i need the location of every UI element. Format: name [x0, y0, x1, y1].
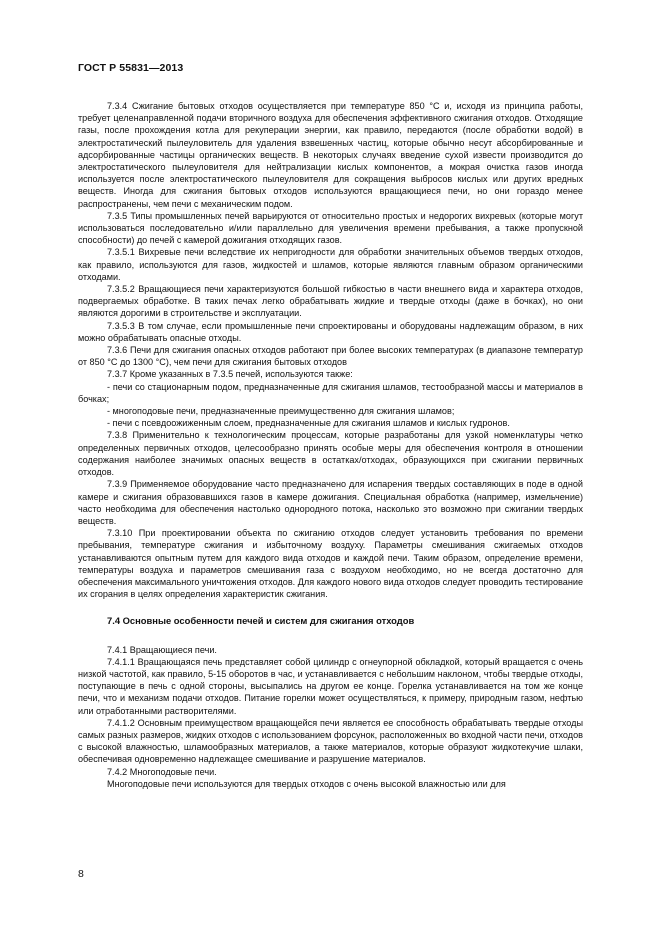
paragraph-7-4-1-1: 7.4.1.1 Вращающаяся печь представляет собой цилиндр с огнеупорной обкладкой, который вращается с очень низкой частотой, как правило, 5-15 оборотов в час, и устанавливается с небольшим наклоном, чтобы твердые отходы, поступающие в печь с одной стороны, высыпались на другом ее конце. Горелка устанавливается на том же конце печи, что и механизм подачи отходов. Питание горелки может осуществляться, к примеру, природным газом, нефтью или отработанными растворителями.	[78, 656, 583, 716]
paragraph-7-3-8: 7.3.8 Применительно к технологическим процессам, которые разработаны для узкой номенклатуры четко определенных первичных отходов, целесообразно принять особые меры для обеспечения контроля в отношении содержания наиболее значимых опасных веществ в остатках/отходах, образующихся при сжигании первичных отходов.	[78, 430, 583, 478]
paragraph-7-4-2: 7.4.2 Многоподовые печи.	[107, 766, 217, 777]
paragraph-7-3-5-3: 7.3.5.3 В том случае, если промышленные печи спроектированы и оборудованы надлежащим образом, в них можно обрабатывать опасные отходы.	[78, 320, 583, 343]
paragraph-7-3-5-2: 7.3.5.2 Вращающиеся печи характеризуются большой гибкостью в части внешнего вида и характера отходов, подвергаемых обработке. В таких печах легко обрабатывать жидкие и твердые отходы (даже в бочках), но они являются дорогими в строительстве и эксплуатации.	[78, 284, 583, 319]
paragraph-7-3-7: 7.3.7 Кроме указанных в 7.3.5 печей, используются также:	[107, 369, 353, 380]
section-heading-7-4: 7.4 Основные особенности печей и систем для сжигания отходов	[107, 615, 415, 627]
paragraph-7-3-6: 7.3.6 Печи для сжигания опасных отходов работают при более высоких температурах (в диапазоне температур от 850 °С до 1300 °С), чем печи для сжигания бытовых отходов	[78, 345, 583, 368]
paragraph-7-4-1: 7.4.1 Вращающиеся печи.	[107, 644, 217, 655]
list-item-multiple-hearth: - многоподовые печи, предназначенные преимущественно для сжигания шламов;	[107, 406, 455, 417]
paragraph-7-3-10: 7.3.10 При проектировании объекта по сжиганию отходов следует установить требования по времени пребывания, температуре сжигания и избыточному воздуху. Параметры смешивания сжигаемых отходов устанавливаются опытным путем для каждого вида отходов и каждой печи. Таким образом, определение времени, температуры воздуха и параметров смешивания газа с воздухом необходимо, но не всегда достаточно для обеспечения максимального уничтожения отходов. Для каждого нового вида отходов следует проводить тестирование их сгорания в целях определения характеристик сжигания.	[78, 528, 583, 600]
paragraph-7-3-4: 7.3.4 Сжигание бытовых отходов осуществляется при температуре 850 °С и, исходя из принципа работы, требует целенаправленной подачи вторичного воздуха для обеспечения эффективного сжигания отходов. Отходящие газы, после прохождения котла для рекуперации энергии, как правило, передаются (после обработки водой) в электростатический пылеуловитель для удаления взвешенных частиц, которые обычно несут абсорбированные и адсорбированные частицы органических веществ. В некоторых случаях введение сухой извести производится до электростатического пылеуловителя для нейтрализации кислых компонентов, а мокрая очистка газов иногда используется после электростатического пылеуловителя для сокращения выбросов кислых или других вредных веществ. Иногда для сжигания бытовых отходов используются вращающиеся печи, но они гораздо менее распространены, чем печи с механическим подом.	[78, 101, 583, 209]
paragraph-7-4-1-2: 7.4.1.2 Основным преимуществом вращающейся печи является ее способность обрабатывать твердые отходы самых разных размеров, жидких отходов с использованием форсунок, расположенных во входной части печи, отходов с высокой влажностью, шламообразных материалов, а также материалов, которые образуют жидкотекучие шлаки, обеспечивая одновременно надлежащее смешивание и разрушение материалов.	[78, 717, 583, 765]
paragraph-multiple-hearth-intro: Многоподовые печи используются для твердых отходов с очень высокой влажностью или для	[107, 778, 506, 789]
document-header: ГОСТ Р 55831—2013	[78, 62, 184, 74]
list-item-fluidized-bed: - печи с псевдоожиженным слоем, предназначенные для сжигания шламов и кислых гудронов.	[107, 418, 510, 429]
page-body	[78, 100, 583, 790]
paragraph-7-3-9: 7.3.9 Применяемое оборудование часто предназначено для испарения твердых составляющих в поде в одной камере и сжигания образовавшихся газов в камере дожигания. Специальная обработка (например, измельчение) часто необходима для обеспечения настолько однородного потока, насколько это возможно при сжигании твердых веществ.	[78, 479, 583, 526]
paragraph-7-3-5-1: 7.3.5.1 Вихревые печи вследствие их непригодности для обработки значительных объемов твердых отходов, как правило, используются для газов, жидкостей и шламов, которые являются главным образом органическими отходами.	[78, 247, 583, 282]
list-item-stationary-hearth: - печи со стационарным подом, предназначенные для сжигания шламов, тестообразной массы и материалов в бочках;	[78, 381, 583, 404]
page-number: 8	[78, 868, 84, 880]
paragraph-7-3-5: 7.3.5 Типы промышленных печей варьируются от относительно простых и недорогих вихревых (которые могут использоваться последовательно и/или параллельно для увеличения времени пребывания, а также пропускной способности) до печей с камерой дожигания отходящих газов.	[78, 210, 583, 246]
